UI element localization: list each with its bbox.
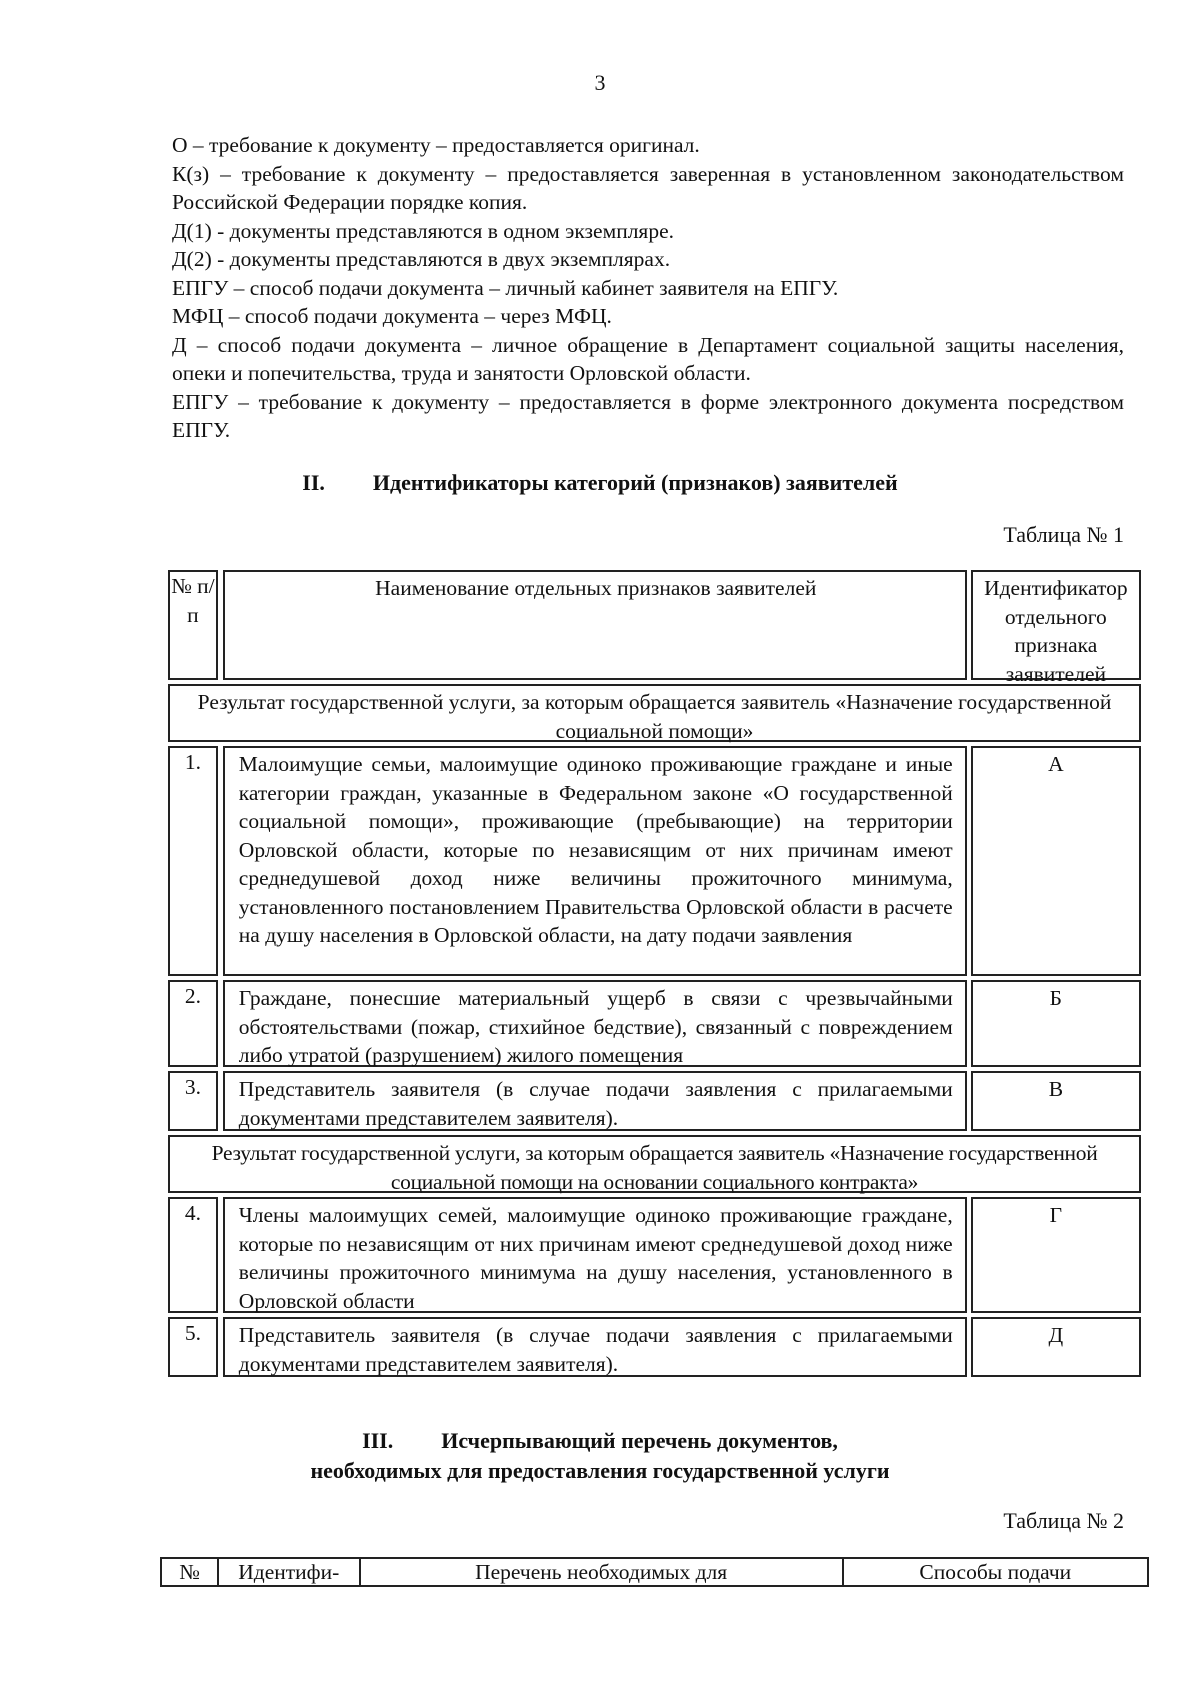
row-num: 4. bbox=[168, 1197, 218, 1313]
section-row: Результат государственной услуги, за которым обращается заявитель «Назначение государственной социальной помощи на основании социального контракта» bbox=[168, 1135, 1141, 1193]
legend-item: МФЦ – способ подачи документа – через МФЦ. bbox=[172, 304, 612, 328]
table-1 bbox=[168, 570, 1141, 1381]
table-row bbox=[168, 1071, 1141, 1131]
table-1-caption: Таблица № 1 bbox=[1003, 522, 1124, 547]
section-row: Результат государственной услуги, за которым обращается заявитель «Назначение государственной социальной помощи» bbox=[168, 684, 1141, 742]
row-num: 2. bbox=[168, 980, 218, 1067]
row-id: А bbox=[971, 746, 1141, 976]
legend-item: Д – способ подачи документа – личное обращение в Департамент социальной защиты населения, опеки и попечительства, труда и занятости Орловской области. bbox=[172, 332, 1124, 385]
section-3-title-line1: III. Исчерпывающий перечень документов, bbox=[362, 1428, 838, 1453]
row-num: 5. bbox=[168, 1317, 218, 1377]
legend-item: О – требование к документу – предоставляется оригинал. bbox=[172, 133, 700, 157]
row-id: Г bbox=[971, 1197, 1141, 1313]
row-name: Представитель заявителя (в случае подачи заявления с прилагаемыми документами представителем заявителя). bbox=[223, 1317, 967, 1377]
section-2-number: II. bbox=[302, 470, 325, 495]
header-id: Идентификатор отдельного признака заявителей bbox=[971, 570, 1141, 680]
legend-item: Д(1) - документы представляются в одном экземпляре. bbox=[172, 218, 674, 243]
row-name: Представитель заявителя (в случае подачи заявления с прилагаемыми документами представителем заявителя). bbox=[223, 1071, 967, 1131]
legend-item: К(з) – требование к документу – предоставляется заверенная в установленном законодательством Российской Федерации порядке копия. bbox=[172, 161, 1124, 214]
table-row bbox=[168, 980, 1141, 1067]
table-row bbox=[168, 1197, 1141, 1313]
row-id: Д bbox=[971, 1317, 1141, 1377]
row-num: 3. bbox=[168, 1071, 218, 1131]
row-num: 1. bbox=[168, 746, 218, 976]
table-2-col-methods: Способы подачи bbox=[919, 1560, 1072, 1584]
header-name: Наименование отдельных признаков заявителей bbox=[223, 570, 967, 680]
legend-item: ЕПГУ – требование к документу – предоставляется в форме электронного документа посредством ЕПГУ. bbox=[172, 389, 1124, 442]
page-number: 3 bbox=[594, 70, 606, 95]
section-3-number: III. bbox=[362, 1428, 394, 1453]
table-header-row bbox=[168, 570, 1141, 686]
row-id: Б bbox=[971, 980, 1141, 1067]
table-2-col-num: № bbox=[162, 1559, 219, 1585]
table-2-col-list: Перечень необходимых для bbox=[361, 1559, 844, 1585]
table-2-caption: Таблица № 2 bbox=[1003, 1508, 1124, 1533]
row-name: Граждане, понесшие материальный ущерб в связи с чрезвычайными обстоятельствами (пожар, стихийное бедствие), связанный с повреждением либо утратой (разрушением) жилого помещения bbox=[223, 980, 967, 1067]
header-num: № п/п bbox=[168, 570, 218, 680]
section-2-title: Идентификаторы категорий (признаков) заявителей bbox=[372, 470, 898, 495]
table-2-col-id: Идентифи- bbox=[219, 1559, 361, 1585]
section-3-heading bbox=[0, 1428, 1200, 1484]
legend-item: Д(2) - документы представляются в двух экземплярах. bbox=[172, 247, 671, 271]
table-row bbox=[168, 746, 1141, 976]
section-2-heading bbox=[0, 470, 1200, 496]
table-row bbox=[168, 1317, 1141, 1377]
legend bbox=[172, 131, 1124, 445]
row-id: В bbox=[971, 1071, 1141, 1131]
section-3-title-line2: необходимых для предоставления государственной услуги bbox=[310, 1458, 890, 1483]
row-name: Члены малоимущих семей, малоимущие одиноко проживающие граждане, которые по независящим от них причинам имеют среднедушевой доход ниже величины прожиточного минимума на душу населения, установленного в Орловской области bbox=[223, 1197, 967, 1313]
legend-item: ЕПГУ – способ подачи документа – личный кабинет заявителя на ЕПГУ. bbox=[172, 275, 839, 300]
table-2-header bbox=[160, 1557, 1149, 1587]
row-name: Малоимущие семьи, малоимущие одиноко проживающие граждане и иные категории граждан, указанные в Федеральном законе «О государственной социальной помощи», проживающие (пребывающие) на территории Орловской области, которые по независящим от них причинам имеют среднедушевой доход ниже величины прожиточного минимума, установленного постановлением Правительства Орловской области в расчете на душу населения в Орловской области, на дату подачи заявления bbox=[223, 746, 967, 976]
